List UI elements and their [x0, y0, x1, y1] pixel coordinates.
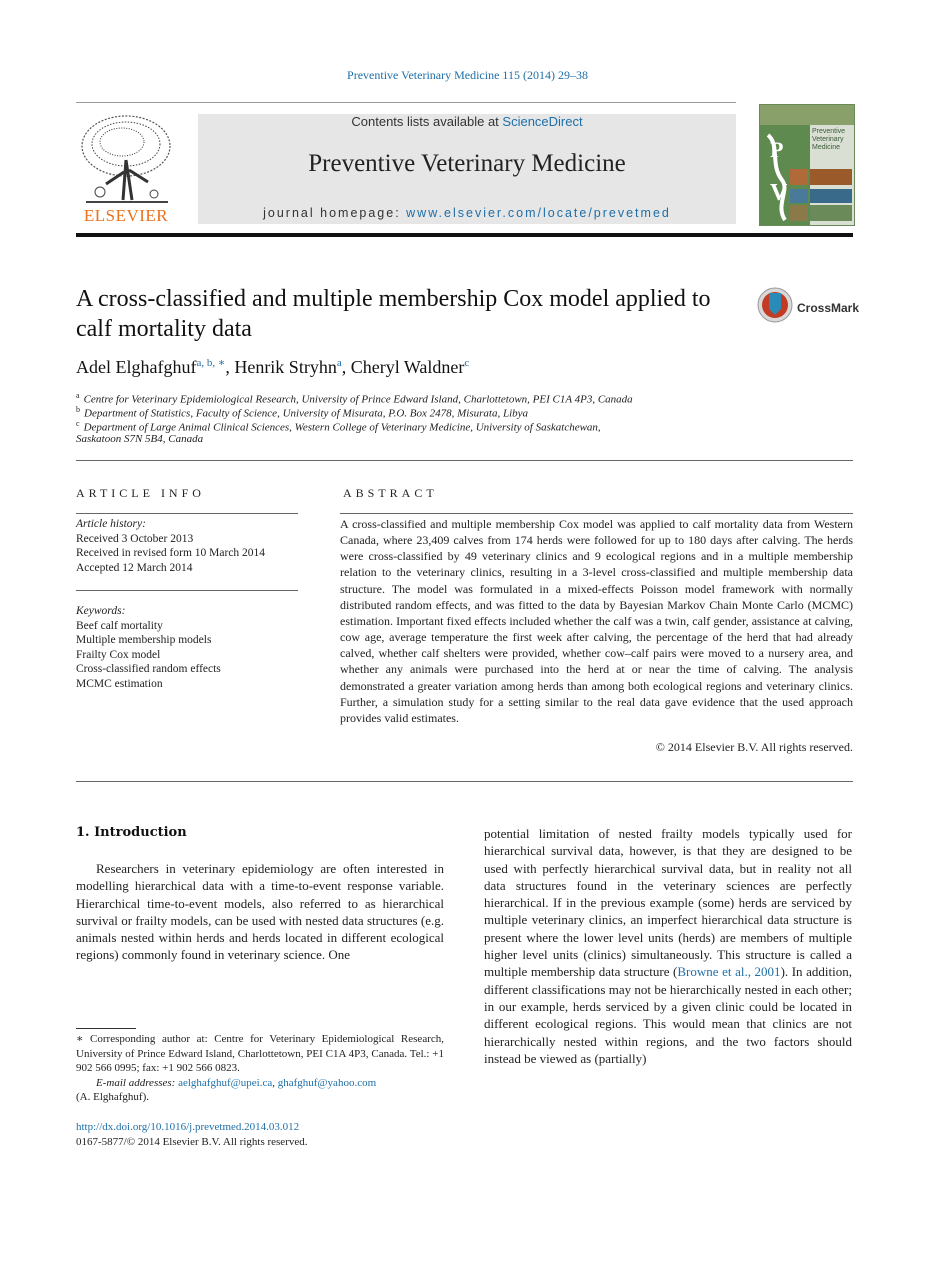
- abstract-divider: [76, 781, 853, 782]
- crossmark-icon[interactable]: [757, 287, 793, 323]
- abstract-copyright: © 2014 Elsevier B.V. All rights reserved.: [655, 740, 853, 754]
- history-item: Accepted 12 March 2014: [76, 561, 193, 574]
- publisher-wordmark: ELSEVIER: [83, 206, 169, 225]
- affiliation-marker: b: [76, 405, 80, 414]
- author-affiliation-marker[interactable]: a, b, ∗: [196, 357, 226, 369]
- body-paragraph-right: [484, 825, 852, 1067]
- keyword: MCMC estimation: [76, 677, 163, 690]
- email-line: [76, 1076, 444, 1091]
- journal-title: Preventive Veterinary Medicine: [308, 150, 626, 177]
- author-name[interactable]: Adel Elghafghuf: [76, 357, 197, 377]
- author-name[interactable]: Henrik Stryhn: [234, 357, 337, 377]
- keywords: [76, 604, 298, 691]
- affiliation-text: Department of Statistics, Faculty of Science, University of Misurata, P.O. Box 2478, Misurata, Libya: [84, 407, 529, 420]
- cover-art-icon: [760, 105, 854, 225]
- keywords-label: Keywords:: [76, 605, 126, 617]
- history-label: Article history:: [76, 518, 146, 530]
- affiliation-text: Saskatoon S7N 5B4, Canada: [76, 433, 204, 445]
- journal-reference[interactable]: Preventive Veterinary Medicine 115 (2014) 29–38: [347, 68, 588, 82]
- title-divider: [76, 460, 853, 461]
- body-text-run: ). In addition, different classifications may not be hierarchically nested in each other; in our example, herds serviced by a given clinic could be located in different ecological regions. This would mean that clinics are not hierarchically nested within regions, and the two factors should instead be viewed as (partially): [484, 964, 852, 1066]
- sciencedirect-link[interactable]: ScienceDirect: [502, 114, 583, 129]
- affiliation-marker: c: [76, 419, 80, 428]
- keyword: Frailty Cox model: [76, 648, 161, 661]
- author-list: Adel Elghafghuf$^{a, b, ∗}$, Henrik Stryhn$^a$, Cheryl Waldner$^c$: [76, 357, 470, 377]
- header-divider: [76, 102, 736, 103]
- history-rule: [76, 590, 298, 591]
- footnote-rule: [76, 1028, 136, 1029]
- affiliation-marker: a: [76, 391, 80, 400]
- email-separator: ,: [272, 1076, 278, 1089]
- doi-link[interactable]: http://dx.doi.org/10.1016/j.prevetmed.2014.03.012: [76, 1121, 300, 1133]
- crossmark-label[interactable]: CrossMark: [797, 301, 860, 315]
- issn-line: 0167-5877/© 2014 Elsevier B.V. All rights reserved.: [76, 1136, 308, 1148]
- abstract-rule: [340, 513, 853, 514]
- author-affiliation-marker[interactable]: a: [336, 357, 342, 369]
- author-name[interactable]: Cheryl Waldner: [350, 357, 465, 377]
- author-affiliation-marker[interactable]: c: [464, 357, 470, 369]
- homepage-prefix: journal homepage:: [263, 206, 407, 220]
- affiliation-text: Department of Large Animal Clinical Sciences, Western College of Veterinary Medicine, University of Saskatchewan,: [83, 421, 601, 434]
- corresponding-author-text: ∗ Corresponding author at: Centre for Veterinary Epidemiological Research, University of Prince Edward Island, Charlottetown, PEI C1A 4P3, Canada. Tel.: +1 902 566 0995; fax: +1 902 566 0823.: [76, 1033, 444, 1074]
- contents-line: [198, 114, 736, 129]
- history-item: Received in revised form 10 March 2014: [76, 547, 266, 559]
- keyword: Cross-classified random effects: [76, 663, 221, 675]
- section-title: 1. Introduction: [76, 825, 187, 840]
- svg-text:V: V: [770, 180, 788, 206]
- contents-prefix: Contents lists available at: [351, 114, 503, 129]
- affiliation: [76, 432, 776, 446]
- article-info-heading: ARTICLE INFO: [76, 486, 205, 500]
- svg-text:P: P: [770, 137, 784, 162]
- article-info-rule: [76, 513, 298, 514]
- email-link[interactable]: aelghafghuf@upei.ca: [178, 1076, 273, 1089]
- corresponding-author-footnote: [76, 1032, 444, 1105]
- citation-link[interactable]: Browne et al., 2001: [677, 964, 781, 980]
- email-link[interactable]: ghafghuf@yahoo.com: [277, 1076, 377, 1089]
- journal-cover-thumbnail[interactable]: [759, 104, 855, 226]
- homepage-link[interactable]: www.elsevier.com/locate/prevetmed: [406, 206, 671, 220]
- homepage-line: [198, 206, 736, 220]
- article-history: [76, 517, 298, 575]
- abstract-text: A cross-classified and multiple membership Cox model was applied to calf mortality data from Western Canada, where 23,409 calves from 174 herds were followed for up to 180 days after calving. The herds were cross-classified by 49 veterinary clinics and 9 ecological regions and in a multiple membership relation to the veterinary clinics, resulting in a 3-level cross-classified and multiple membership data structure. The model was formulated in a mixed-effects Poisson model framework with normally distributed random effects, and was fitted to the data by Bayesian Markov Chain Monte Carlo (MCMC) estimation. Important fixed effects included whether the calf was a twin, calf gender, assistance at calving, cow age, average temperature the first week after calving, the percentage of the herd that had already calved, whether calf shelters were provided, whether cow–calf pairs were moved to a nursery area, and whether any animals were purchased into the herd at or near the time of calving. The analysis demonstrated a greater variation among herds than among both ecological regions and veterinary clinics. Further, a simulation study for a setting similar to the real data gave evidence that the used approach provides valid estimates.: [340, 517, 853, 725]
- keyword: Beef calf mortality: [76, 619, 163, 632]
- header-thick-rule: [76, 233, 853, 237]
- email-owner: (A. Elghafghuf).: [76, 1091, 150, 1103]
- article-title: A cross-classified and multiple membership Cox model applied to calf mortality data: [76, 286, 711, 342]
- abstract-heading: ABSTRACT: [343, 486, 438, 500]
- body-text-run: potential limitation of nested frailty models typically used for hierarchical survival data, however, is that they are designed to be used with perfectly hierarchical survival data, but in reality not all data structures found in the veterinary sciences are perfectly hierarchical. If in the previous example (some) herds are serviced by multiple veterinary clinics, an imperfect hierarchical data structure is present where the lower level units (herds) are members of multiple higher level units (clinics) simultaneously. This structure is called a multiple membership data structure (: [484, 826, 852, 980]
- keyword: Multiple membership models: [76, 634, 212, 646]
- email-label: E-mail addresses:: [96, 1076, 179, 1089]
- cover-title: Preventive Veterinary Medicine: [812, 128, 846, 151]
- body-paragraph-left: Researchers in veterinary epidemiology are often interested in modelling hierarchical data with a time-to-event response variable. Hierarchical time-to-event models, also referred to as hierarchical survival or frailty models, can be used with nested data structures (e.g. animals nested within herds and herds located in different ecological regions) commonly found in veterinary science. One: [76, 861, 444, 963]
- affiliation-text: Centre for Veterinary Epidemiological Research, University of Prince Edward Island, Charlottetown, PEI C1A 4P3, Canada: [83, 393, 633, 406]
- history-item: Received 3 October 2013: [76, 532, 194, 545]
